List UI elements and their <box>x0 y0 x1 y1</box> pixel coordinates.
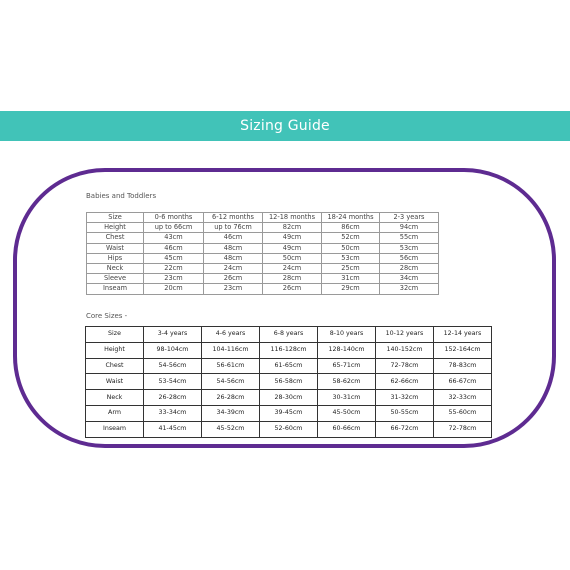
table-cell: 2-3 years <box>380 213 439 223</box>
table-cell: 52-60cm <box>260 421 318 437</box>
table-header-row <box>87 213 439 223</box>
table-cell: 31-32cm <box>376 390 434 406</box>
table-cell: 50cm <box>263 253 322 263</box>
table-cell: 24cm <box>204 263 263 273</box>
table-cell: 45-52cm <box>202 421 260 437</box>
table-cell: 55-60cm <box>434 405 492 421</box>
table-cell: 78-83cm <box>434 358 492 374</box>
row-label-cell: Waist <box>86 374 144 390</box>
table-cell: 65-71cm <box>318 358 376 374</box>
table-cell: 66-72cm <box>376 421 434 437</box>
table-cell: 50-55cm <box>376 405 434 421</box>
table-cell: 29cm <box>322 284 380 294</box>
table-cell: 25cm <box>322 263 380 273</box>
table-cell: 6-8 years <box>260 327 318 343</box>
table-cell: 8-10 years <box>318 327 376 343</box>
table-cell: 56cm <box>380 253 439 263</box>
table-cell: 12-18 months <box>263 213 322 223</box>
table-cell: 12-14 years <box>434 327 492 343</box>
table-row <box>86 390 492 406</box>
table-cell: 3-4 years <box>144 327 202 343</box>
table-cell: 55cm <box>380 233 439 243</box>
table-cell: 72-78cm <box>376 358 434 374</box>
table-row <box>87 233 439 243</box>
title-banner <box>0 111 570 141</box>
table-cell: 26cm <box>204 274 263 284</box>
row-label-cell: Arm <box>86 405 144 421</box>
table-cell: up to 76cm <box>204 223 263 233</box>
table-cell: 46cm <box>144 243 204 253</box>
table-cell: 32cm <box>380 284 439 294</box>
row-label-cell: Sleeve <box>87 274 144 284</box>
table-header-row <box>86 327 492 343</box>
row-label-cell: Height <box>87 223 144 233</box>
table-cell: 24cm <box>263 263 322 273</box>
table-row <box>87 223 439 233</box>
babies-section-label: Babies and Toddlers <box>86 192 157 200</box>
row-label-cell: Chest <box>86 358 144 374</box>
table-cell: 20cm <box>144 284 204 294</box>
table-cell: 50cm <box>322 243 380 253</box>
table-cell: 4-6 years <box>202 327 260 343</box>
table-cell: 53-54cm <box>144 374 202 390</box>
table-cell: 33-34cm <box>144 405 202 421</box>
table-row <box>86 342 492 358</box>
table-row <box>86 421 492 437</box>
table-row <box>86 358 492 374</box>
table-cell: 26cm <box>263 284 322 294</box>
table-row <box>87 263 439 273</box>
row-label-cell: Hips <box>87 253 144 263</box>
table-cell: 31cm <box>322 274 380 284</box>
table-cell: 26-28cm <box>144 390 202 406</box>
table-cell: 28-30cm <box>260 390 318 406</box>
table-cell: 39-45cm <box>260 405 318 421</box>
table-cell: 49cm <box>263 243 322 253</box>
table-cell: 104-116cm <box>202 342 260 358</box>
table-cell: 52cm <box>322 233 380 243</box>
table-cell: 48cm <box>204 253 263 263</box>
row-label-cell: Height <box>86 342 144 358</box>
table-cell: 23cm <box>204 284 263 294</box>
table-cell: 98-104cm <box>144 342 202 358</box>
table-row <box>87 274 439 284</box>
table-cell: 10-12 years <box>376 327 434 343</box>
table-cell: 30-31cm <box>318 390 376 406</box>
table-row <box>87 253 439 263</box>
table-cell: 53cm <box>322 253 380 263</box>
table-cell: 48cm <box>204 243 263 253</box>
page-title: Sizing Guide <box>240 118 330 134</box>
table-cell: 62-66cm <box>376 374 434 390</box>
table-cell: 34cm <box>380 274 439 284</box>
row-label-cell: Inseam <box>87 284 144 294</box>
table-cell: 116-128cm <box>260 342 318 358</box>
table-cell: 86cm <box>322 223 380 233</box>
table-row <box>87 284 439 294</box>
table-cell: 72-78cm <box>434 421 492 437</box>
table-cell: 56-58cm <box>260 374 318 390</box>
table-cell: 94cm <box>380 223 439 233</box>
table-row <box>87 243 439 253</box>
row-label-cell: Size <box>87 213 144 223</box>
table-cell: 152-164cm <box>434 342 492 358</box>
row-label-cell: Waist <box>87 243 144 253</box>
babies-size-table <box>86 212 439 295</box>
table-cell: 49cm <box>263 233 322 243</box>
table-cell: 23cm <box>144 274 204 284</box>
table-cell: 45-50cm <box>318 405 376 421</box>
table-cell: 53cm <box>380 243 439 253</box>
row-label-cell: Chest <box>87 233 144 243</box>
table-cell: 128-140cm <box>318 342 376 358</box>
table-cell: 26-28cm <box>202 390 260 406</box>
table-cell: 22cm <box>144 263 204 273</box>
core-section-label: Core Sizes - <box>86 312 128 320</box>
core-size-table <box>85 326 492 438</box>
table-row <box>86 405 492 421</box>
row-label-cell: Size <box>86 327 144 343</box>
table-cell: 43cm <box>144 233 204 243</box>
table-cell: 34-39cm <box>202 405 260 421</box>
row-label-cell: Neck <box>86 390 144 406</box>
table-cell: 46cm <box>204 233 263 243</box>
table-cell: 58-62cm <box>318 374 376 390</box>
table-cell: 82cm <box>263 223 322 233</box>
row-label-cell: Inseam <box>86 421 144 437</box>
row-label-cell: Neck <box>87 263 144 273</box>
table-cell: 54-56cm <box>202 374 260 390</box>
table-cell: 54-56cm <box>144 358 202 374</box>
table-cell: up to 66cm <box>144 223 204 233</box>
table-cell: 66-67cm <box>434 374 492 390</box>
table-cell: 56-61cm <box>202 358 260 374</box>
table-cell: 6-12 months <box>204 213 263 223</box>
table-cell: 60-66cm <box>318 421 376 437</box>
table-cell: 32-33cm <box>434 390 492 406</box>
table-cell: 61-65cm <box>260 358 318 374</box>
table-cell: 28cm <box>380 263 439 273</box>
table-cell: 18-24 months <box>322 213 380 223</box>
table-row <box>86 374 492 390</box>
table-cell: 41-45cm <box>144 421 202 437</box>
table-cell: 0-6 months <box>144 213 204 223</box>
table-cell: 140-152cm <box>376 342 434 358</box>
table-cell: 45cm <box>144 253 204 263</box>
table-cell: 28cm <box>263 274 322 284</box>
